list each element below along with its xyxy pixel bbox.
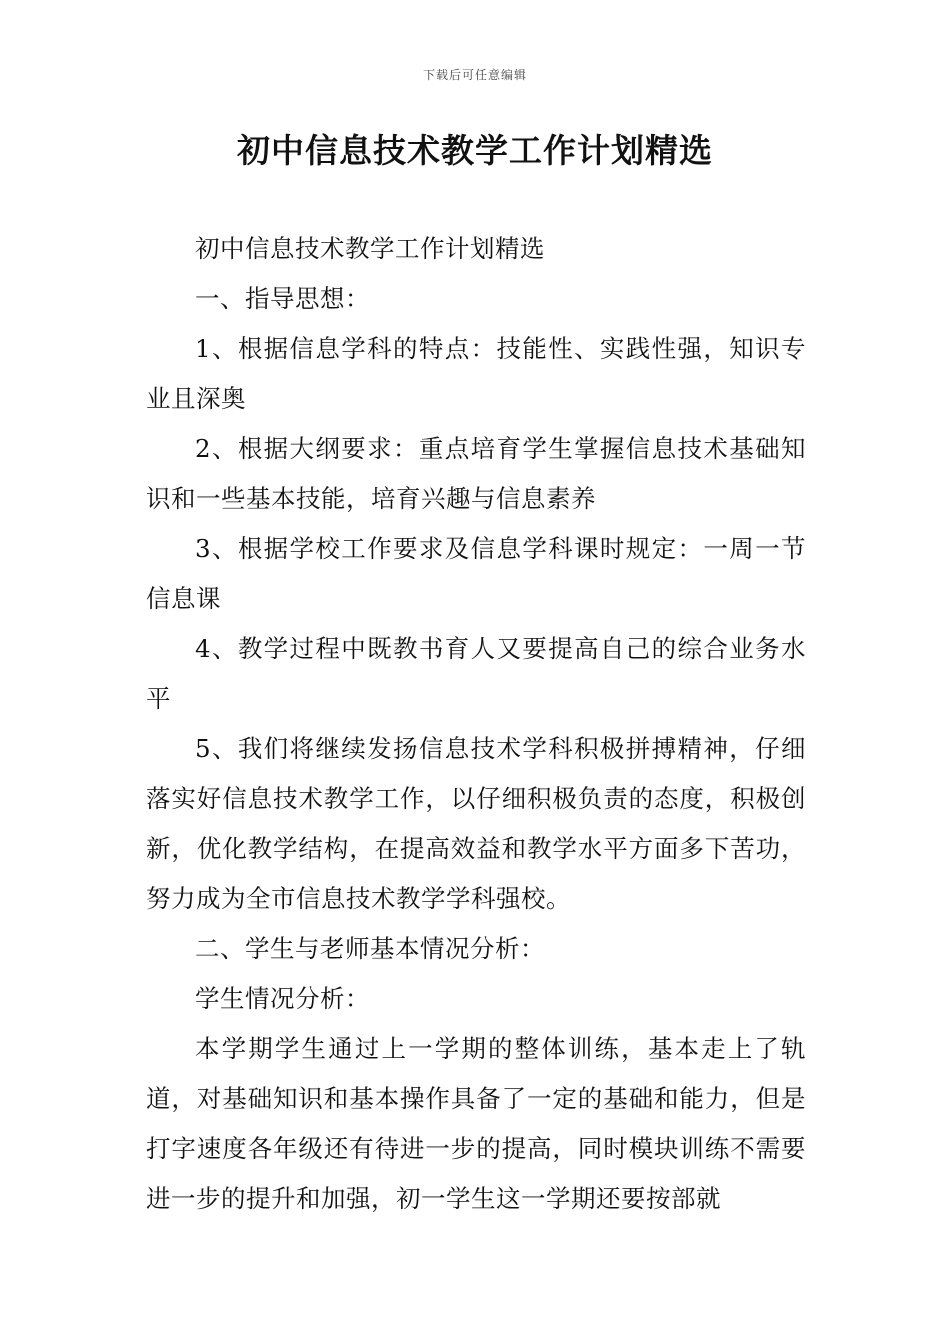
document-body — [146, 224, 806, 1224]
page-header-note: 下载后可任意编辑 — [422, 68, 527, 82]
section-heading-analysis: 二、学生与老师基本情况分析： — [195, 934, 545, 963]
paragraph-student-analysis: 本学期学生通过上一学期的整体训练，基本走上了轨道，对基础知识和基本操作具备了一定的基础和能力，但是打字速度各年级还有待进一步的提高，同时模块训练不需要进一步的提升和加强，初一学生这一学期还要按部就 — [146, 1034, 806, 1213]
paragraph-subtitle: 初中信息技术教学工作计划精选 — [195, 234, 545, 263]
paragraph-point-3: 3、根据学校工作要求及信息学科课时规定：一周一节信息课 — [146, 534, 806, 613]
document-title: 初中信息技术教学工作计划精选 — [237, 131, 713, 170]
paragraph-point-1: 1、根据信息学科的特点：技能性、实践性强，知识专业且深奥 — [146, 334, 806, 413]
paragraph-point-2: 2、根据大纲要求：重点培育学生掌握信息技术基础知识和一些基本技能，培育兴趣与信息素养 — [146, 434, 806, 513]
section-heading-guiding-ideas: 一、指导思想： — [195, 284, 370, 313]
paragraph-point-4: 4、教学过程中既教书育人又要提高自己的综合业务水平 — [146, 634, 806, 713]
subheading-student-analysis: 学生情况分析： — [195, 984, 370, 1013]
paragraph-point-5: 5、我们将继续发扬信息技术学科积极拼搏精神，仔细落实好信息技术教学工作，以仔细积极负责的态度，积极创新，优化教学结构，在提高效益和教学水平方面多下苦功，努力成为全市信息技术教学学科强校。 — [146, 734, 806, 913]
